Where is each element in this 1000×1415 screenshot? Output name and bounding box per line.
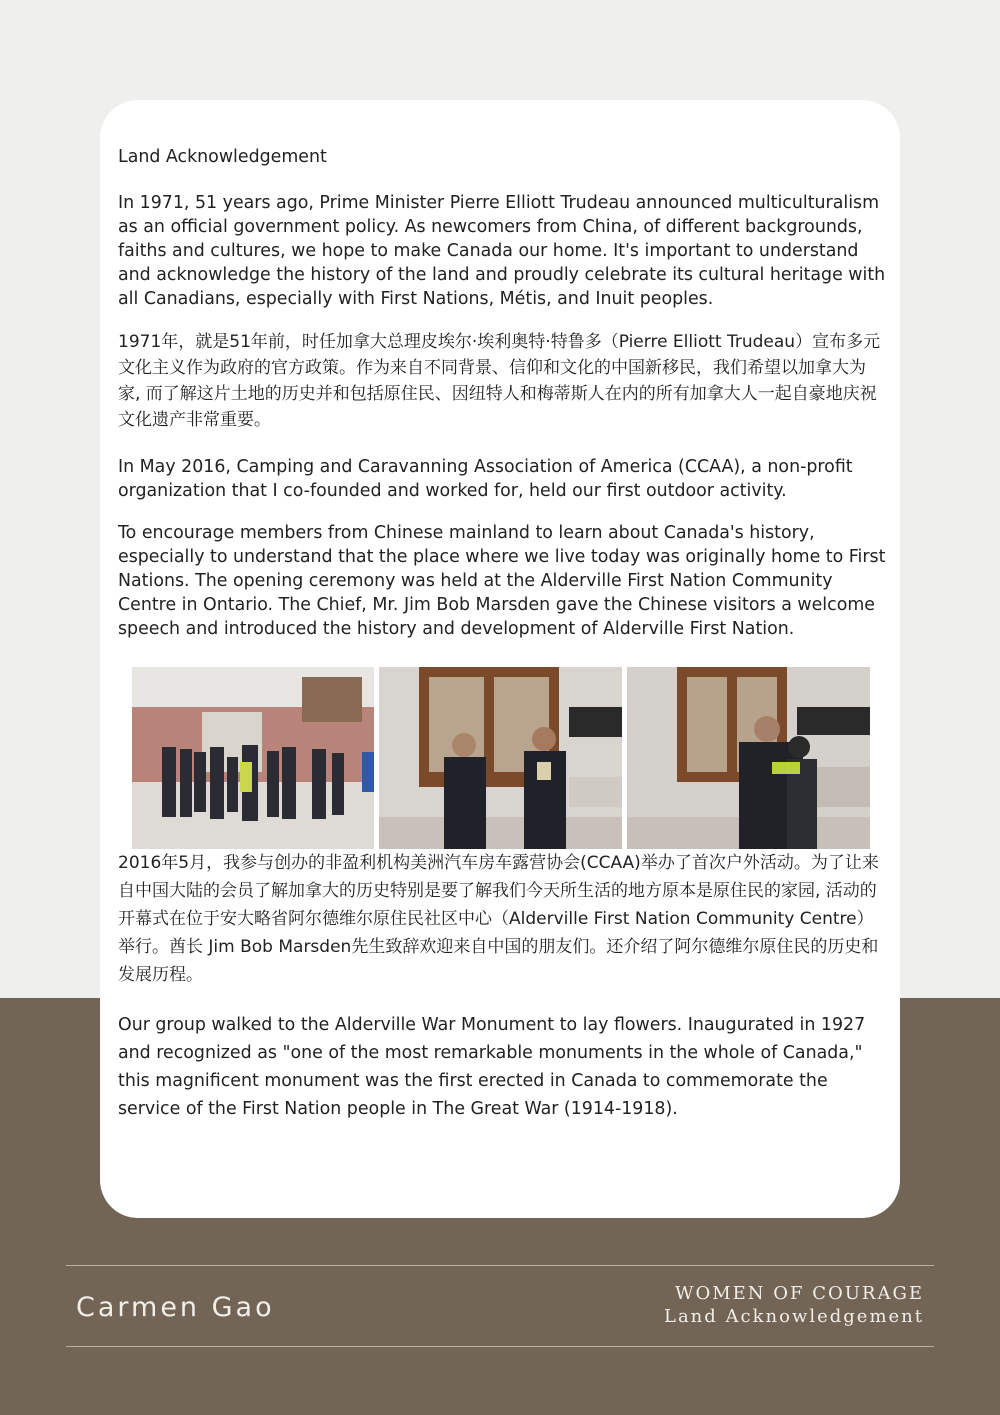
footer-divider-top	[66, 1265, 934, 1266]
photo-group-in-lobby	[132, 667, 374, 849]
footer-divider-bottom	[66, 1346, 934, 1347]
author-name: Carmen Gao	[76, 1292, 275, 1323]
article	[118, 145, 888, 1141]
photo-chief-welcome-speech	[379, 667, 622, 849]
paragraph-opening-ceremony: To encourage members from Chinese mainland to learn about Canada's history, especially to understand that the place where we live today was originally home to First Nations. The opening ceremony was held at the Alderville First Nation Community Centre in Ontario. The Chief, Mr. Jim Bob Marsden gave the Chinese visitors a welcome speech and introduced the history and development of Alderville First Nation.	[118, 523, 886, 639]
footer-series	[664, 1283, 924, 1329]
photo-strip	[132, 667, 870, 849]
paragraph-ccaa: In May 2016, Camping and Caravanning Association of America (CCAA), a non-profit organization that I co-founded and worked for, held our first outdoor activity.	[118, 457, 853, 501]
series-title: WOMEN OF COURAGE	[674, 1283, 924, 1304]
paragraph-multiculturalism-chinese: 1971年，就是51年前，时任加拿大总理皮埃尔·埃利奥特·特鲁多（Pierre Elliott Trudeau）宣布多元文化主义作为政府的官方政策。作为来自不同背景、信仰和文化的中国新移民，我们希望以加拿大为家, 而了解这片土地的历史并和包括原住民、因纽特人和梅蒂斯人在内的所有加拿大人一起自豪地庆祝文化遗产非常重要。	[118, 332, 881, 430]
photo-gift-exchange	[627, 667, 870, 849]
article-title: Land Acknowledgement	[118, 147, 327, 167]
paragraph-multiculturalism: In 1971, 51 years ago, Prime Minister Pierre Elliott Trudeau announced multiculturalism as an official government policy. As newcomers from China, of different backgrounds, faiths and cultures, we hope to make Canada our home. It's important to understand and acknowledge the history of the land and proudly celebrate its cultural heritage with all Canadians, especially with First Nations, Métis, and Inuit peoples.	[118, 193, 886, 309]
paragraph-ccaa-chinese: 2016年5月，我参与创办的非盈利机构美洲汽车房车露营协会(CCAA)举办了首次户外活动。为了让来自中国大陆的会员了解加拿大的历史特别是要了解我们今天所生活的地方原本是原住民的家园, 活动的开幕式在位于安大略省阿尔德维尔原住民社区中心（Alderville First Nation Community Centre）举行。酋长 Jim Bob Marsden先生致辞欢迎来自中国的朋友们。还介绍了阿尔德维尔原住民的历史和发展历程。	[118, 853, 879, 985]
section-title: Land Acknowledgement	[664, 1306, 924, 1327]
paragraph-war-monument: Our group walked to the Alderville War Monument to lay flowers. Inaugurated in 1927 and recognized as "one of the most remarkable monuments in the whole of Canada," this magnificent monument was the first erected in Canada to commemorate the service of the First Nation people in The Great War (1914-1918).	[118, 1015, 866, 1119]
